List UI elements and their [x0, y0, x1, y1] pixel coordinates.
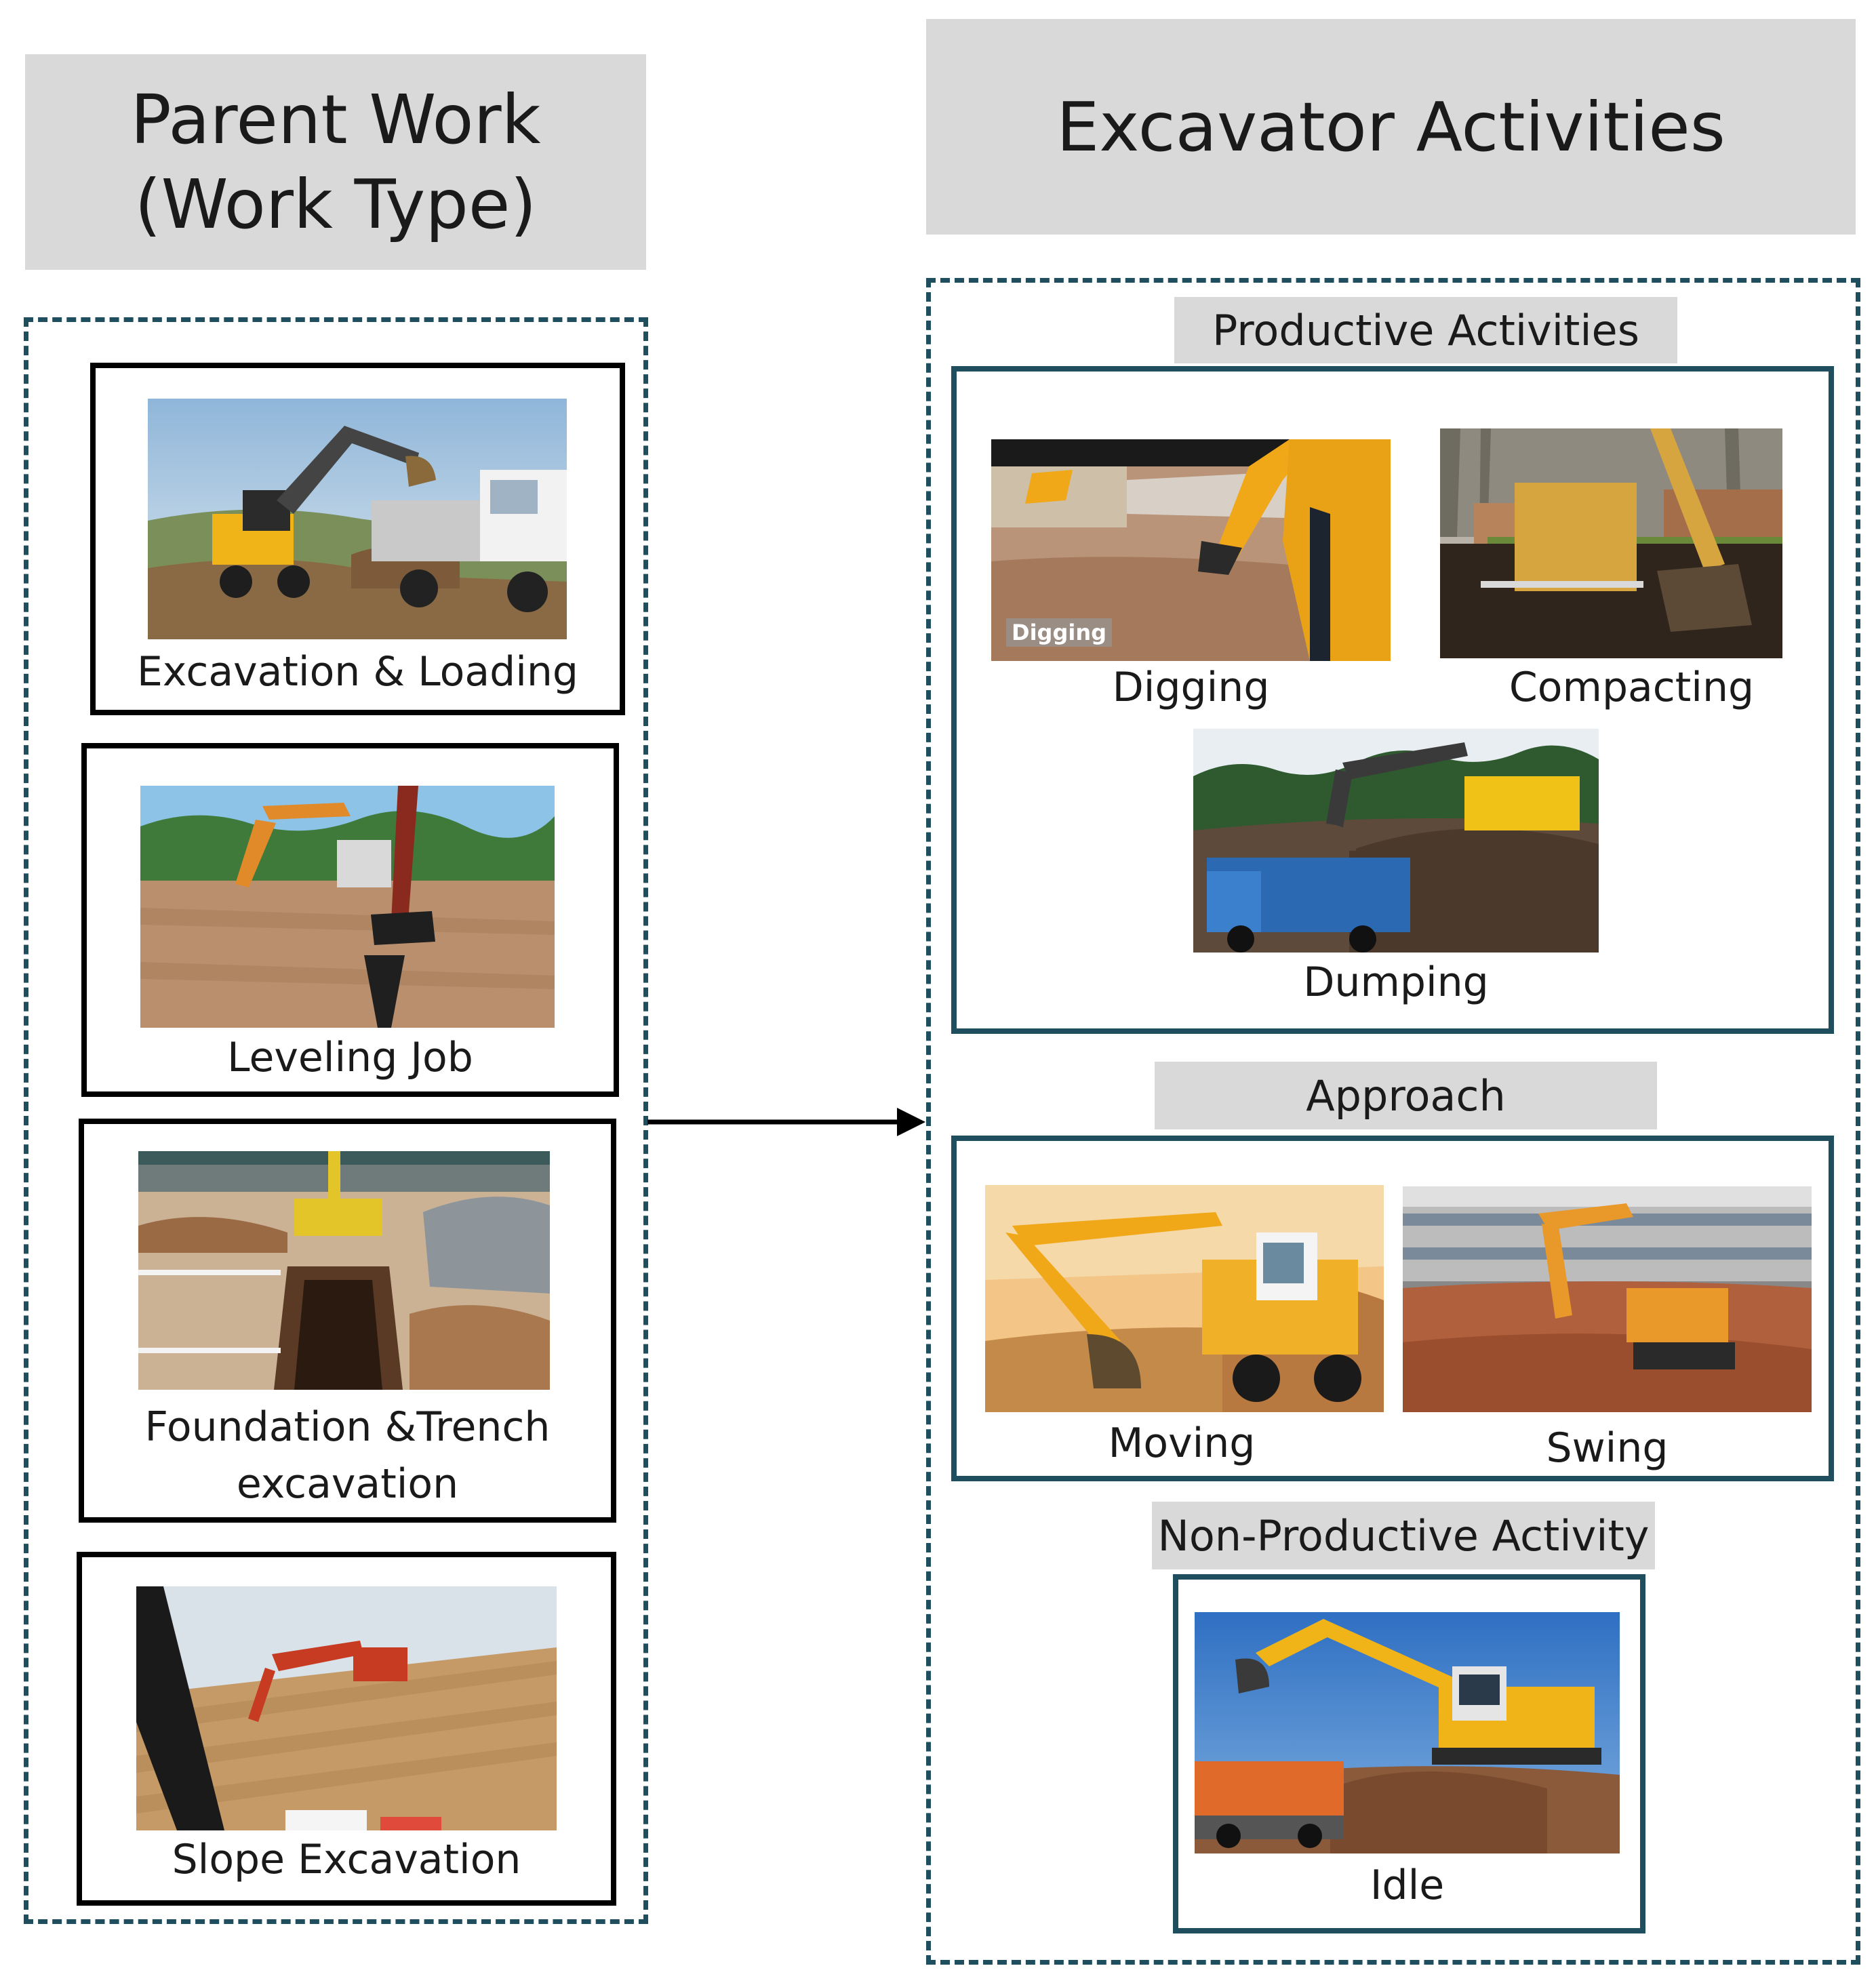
slope-excavation-photo: [136, 1586, 557, 1830]
excavator-activities-header: [926, 19, 1856, 235]
productive-activities-title: Productive Activities: [1212, 305, 1640, 355]
non-productive-title: Non-Productive Activity: [1157, 1510, 1650, 1561]
idle-photo: [1195, 1612, 1620, 1853]
dumping-label: Dumping: [1303, 959, 1489, 1006]
excavation-loading-photo: [148, 399, 567, 639]
foundation-trench-label-line2: excavation: [236, 1460, 459, 1508]
parent-work-header-line2: (Work Type): [134, 165, 537, 244]
parent-work-header-line1: Parent Work: [130, 80, 541, 159]
digging-photo: [991, 439, 1391, 661]
work-card-excavation-loading: [90, 363, 625, 715]
compacting-photo: [1440, 428, 1782, 658]
approach-header: [1155, 1062, 1657, 1129]
moving-label: Moving: [1108, 1420, 1256, 1467]
dumping-photo: [1193, 729, 1599, 953]
slope-excavation-label: Slope Excavation: [172, 1836, 521, 1883]
excavation-loading-label: Excavation & Loading: [137, 648, 578, 696]
parent-work-header: [25, 54, 646, 270]
foundation-trench-label: [84, 1399, 611, 1512]
compacting-label: Compacting: [1509, 664, 1755, 711]
work-card-slope-excavation: [77, 1552, 616, 1906]
flow-arrow: [647, 1098, 932, 1146]
work-card-leveling-job: [81, 743, 619, 1097]
approach-title: Approach: [1306, 1070, 1506, 1121]
leveling-job-photo: [140, 786, 555, 1028]
foundation-trench-photo: [138, 1151, 550, 1390]
productive-activities-header: [1174, 297, 1677, 363]
leveling-job-label: Leveling Job: [227, 1034, 473, 1081]
digging-photo-caption: Digging: [1006, 618, 1112, 647]
swing-photo: [1403, 1186, 1812, 1412]
foundation-trench-label-line1: Foundation &Trench: [144, 1403, 551, 1451]
moving-photo: [985, 1185, 1384, 1412]
work-card-foundation-trench: [79, 1119, 616, 1523]
swing-label: Swing: [1546, 1424, 1669, 1472]
excavator-activities-header-text: Excavator Activities: [1056, 87, 1725, 167]
non-productive-header: [1152, 1502, 1655, 1569]
digging-label: Digging: [1112, 664, 1270, 711]
idle-label: Idle: [1370, 1862, 1445, 1909]
